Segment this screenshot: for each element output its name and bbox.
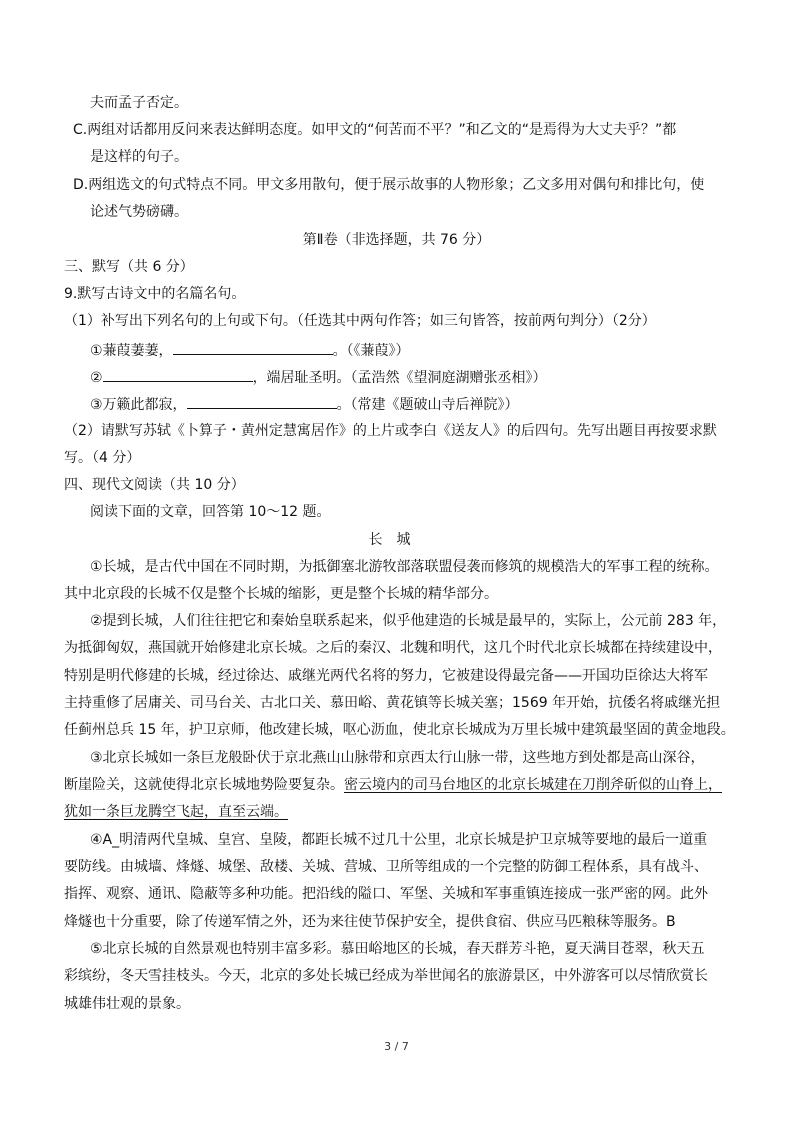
article-title: 长城 <box>368 532 425 548</box>
paragraph-5-line3: 城雄伟壮观的景象。 <box>64 996 190 1012</box>
paragraph-3-line2: 断崖险关，这就使得北京长城地势险要复杂。密云境内的司马台地区的北京长城建在刀削斧斫似的山脊上， <box>64 777 722 793</box>
option-b-continuation: 夫而孟子否定。 <box>90 95 188 111</box>
paragraph-5-line1: ⑤北京长城的自然景观也特别丰富多彩。慕田峪地区的长城，春天群芳斗艳，夏天满目苍翠，秋天五 <box>90 941 705 957</box>
option-d-line2: 论述气势磅礴。 <box>90 204 188 220</box>
paragraph-2-line3: 特别是明代修建的长城，经过徐达、戚继光两代名将的努力，它被建设得最完备——开国功臣徐达大将军 <box>64 668 708 684</box>
answer-blank[interactable] <box>173 339 333 355</box>
q9-stem: 9.默写古诗文中的名篇名句。 <box>64 286 246 302</box>
part4-heading: 四、现代文阅读（共 10 分） <box>64 477 245 493</box>
fill-line-2: ② ，端居耻圣明。（孟浩然《望洞庭湖赠张丞相》） <box>90 366 547 388</box>
q9-sub2-line2: 写。（4 分） <box>64 450 141 466</box>
option-c-line2: 是这样的句子。 <box>90 149 188 165</box>
paragraph-1-line2: 其中北京段的长城不仅是整个长城的缩影，更是整个长城的精华部分。 <box>64 586 498 602</box>
q9-sub1: （1）补写出下列名句的上句或下句。（任选其中两句作答；如三句皆答，按前两句判分）（2分） <box>64 313 656 329</box>
answer-blank[interactable] <box>187 393 337 409</box>
section-ii-title: 第Ⅱ卷（非选择题，共 76 分） <box>302 232 491 248</box>
underlined-sentence-end: 犹如一条巨龙腾空飞起，直至云端。 <box>64 804 288 820</box>
paragraph-2-line4: 主持重修了居庸关、司马台关、古北口关、慕田峪、黄花镇等长城关塞；1569 年开始，抗倭名将戚继光担 <box>64 695 721 711</box>
paragraph-3-line3 <box>64 802 288 822</box>
underlined-sentence: 密云境内的司马台地区的北京长城建在刀削斧斫似的山脊上， <box>344 777 722 793</box>
paragraph-2-line5: 任蓟州总兵 15 年，护卫京师，他改建长城，呕心沥血，使北京长城成为万里长城中建筑最坚固的黄金地段。 <box>64 722 735 738</box>
paragraph-4-line4: 烽燧也十分重要，除了传递军情之外，还为来往使节保护安全，提供食宿、供应马匹粮秣等服务。B <box>64 914 676 930</box>
fill-line-1: ①蒹葭萋萋， 。（《蒹葭》） <box>90 339 410 361</box>
paragraph-2-line2: 为抵御匈奴，燕国就开始修建北京长城。之后的秦汉、北魏和明代，这几个时代北京长城都在持续建设中， <box>64 640 722 656</box>
option-c-line1: C.两组对话都用反问来表达鲜明态度。如甲文的“何苦而不平？”和乙文的“是焉得为大丈夫乎？”都 <box>73 122 677 138</box>
fill-line-3: ③万籁此都寂， 。（常建《题破山寺后禅院》） <box>90 393 519 415</box>
paragraph-1-line1: ①长城，是古代中国在不同时期，为抵御塞北游牧部落联盟侵袭而修筑的规模浩大的军事工程的统称。 <box>90 559 719 575</box>
option-d-line1: D.两组选文的句式特点不同。甲文多用散句，便于展示故事的人物形象；乙文多用对偶句和排比句，使 <box>73 177 705 193</box>
paragraph-4-line3: 指挥、观察、通讯、隐蔽等多种功能。把沿线的隘口、军堡、关城和军事重镇连接成一张严密的网。此外 <box>64 886 708 902</box>
answer-blank[interactable] <box>103 366 253 382</box>
paragraph-5-line2: 彩缤纷，冬天雪挂枝头。今天，北京的多处长城已经成为举世闻名的旅游景区，中外游客可以尽情欣赏长 <box>64 968 708 984</box>
paragraph-4-line1: ④A_明清两代皇城、皇宫、皇陵，都距长城不过几十公里，北京长城是护卫京城等要地的最后一道重 <box>90 832 708 848</box>
paragraph-4-line2: 要防线。由城墙、烽燧、城堡、敌楼、关城、营城、卫所等组成的一个完整的防御工程体系，具有战斗、 <box>64 859 708 875</box>
q9-sub2-line1: （2）请默写苏轼《卜算子・黄州定慧寓居作》的上片或李白《送友人》的后四句。先写出题目再按要求默 <box>64 423 717 439</box>
page-number: 3 / 7 <box>384 1040 409 1053</box>
part4-instruction: 阅读下面的文章，回答第 10～12 题。 <box>90 504 331 520</box>
paragraph-2-line1: ②提到长城，人们往往把它和秦始皇联系起来，似乎他建造的长城是最早的，实际上，公元前 283 年， <box>90 613 727 629</box>
paragraph-3-line1: ③北京长城如一条巨龙般卧伏于京北燕山山脉带和京西太行山脉一带，这些地方到处都是高山深谷， <box>90 750 705 766</box>
part3-heading: 三、默写（共 6 分） <box>64 259 194 275</box>
